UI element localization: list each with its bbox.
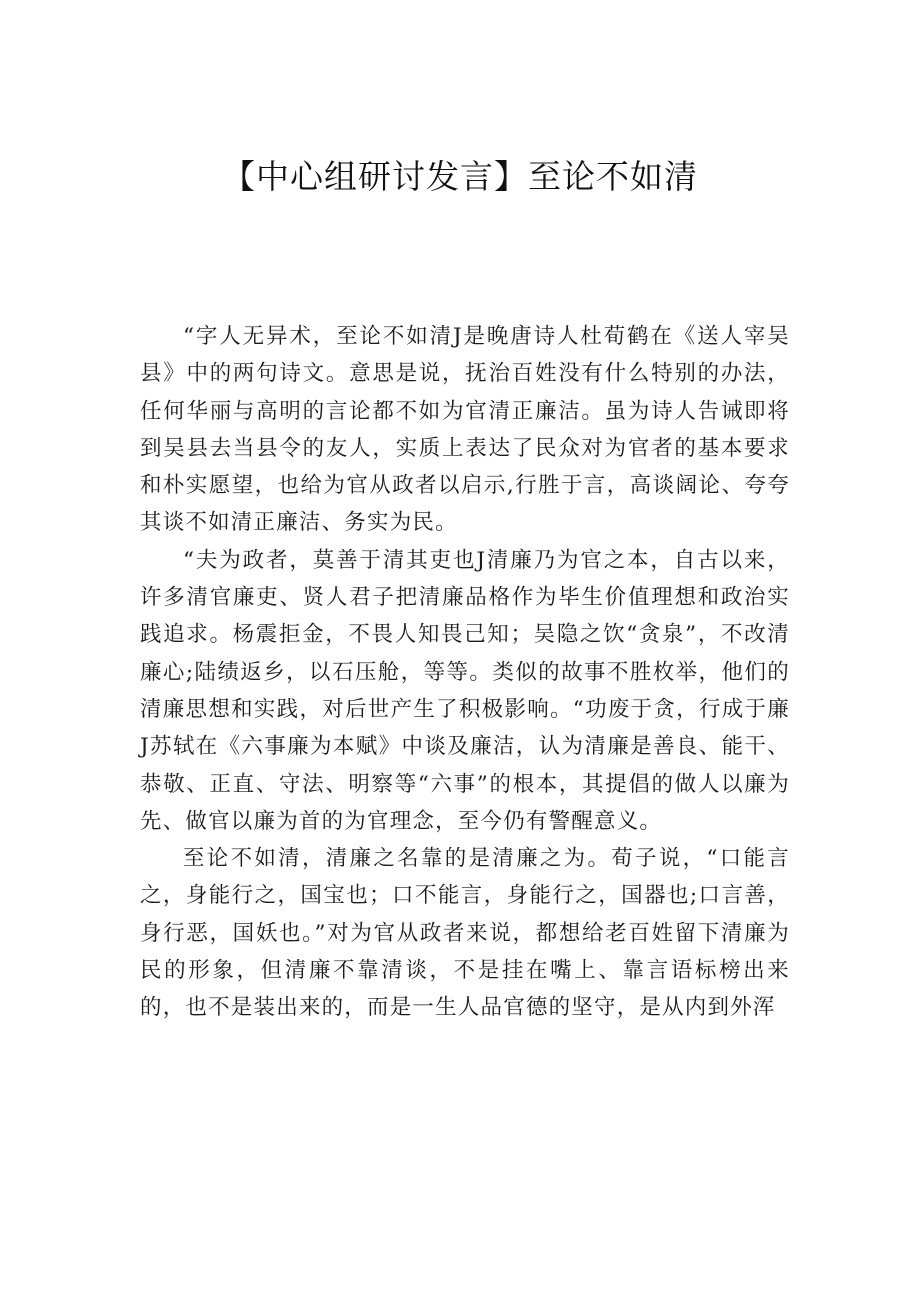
paragraph: “夫为政者，莫善于清其吏也J清廉乃为官之本，自古以来，许多清官廉吏、贤人君子把清廉品格作为毕生价值理想和政治实践追求。杨震拒金，不畏人知畏己知；吴隐之饮“贪泉”，不改清廉心;陆绩返乡，以石压舱，等等。类似的故事不胜枚举，他们的清廉思想和实践，对后世产生了积极影响。“功废于贪，行成于廉J苏轼在《六事廉为本赋》中谈及廉洁，认为清廉是善良、能干、恭敬、正直、守法、明察等“六事”的根本，其提倡的做人以廉为先、做官以廉为首的为官理念，至今仍有警醒意义。 [140,547,790,834]
document-body [140,318,790,1027]
paragraph: “字人无异术，至论不如清J是晚唐诗人杜荀鹤在《送人宰吴县》中的两句诗文。意思是说，抚治百姓没有什么特别的办法，任何华丽与高明的言论都不如为官清正廉洁。虽为诗人告诫即将到吴县去当县令的友人，实质上表达了民众对为官者的基本要求和朴实愿望，也给为官从政者以启示,行胜于言，高谈阔论、夸夸其谈不如清正廉洁、务实为民。 [140,324,790,536]
document-title: 【中心组研讨发言】至论不如清 [222,157,698,196]
paragraph: 至论不如清，清廉之名靠的是清廉之为。荀子说，“口能言之，身能行之，国宝也；口不能言，身能行之，国器也;口言善，身行恶，国妖也。”对为官从政者来说，都想给老百姓留下清廉为民的形象，但清廉不靠清谈，不是挂在嘴上、靠言语标榜出来的，也不是装出来的，而是一生人品官德的坚守，是从内到外浑 [140,846,790,1021]
